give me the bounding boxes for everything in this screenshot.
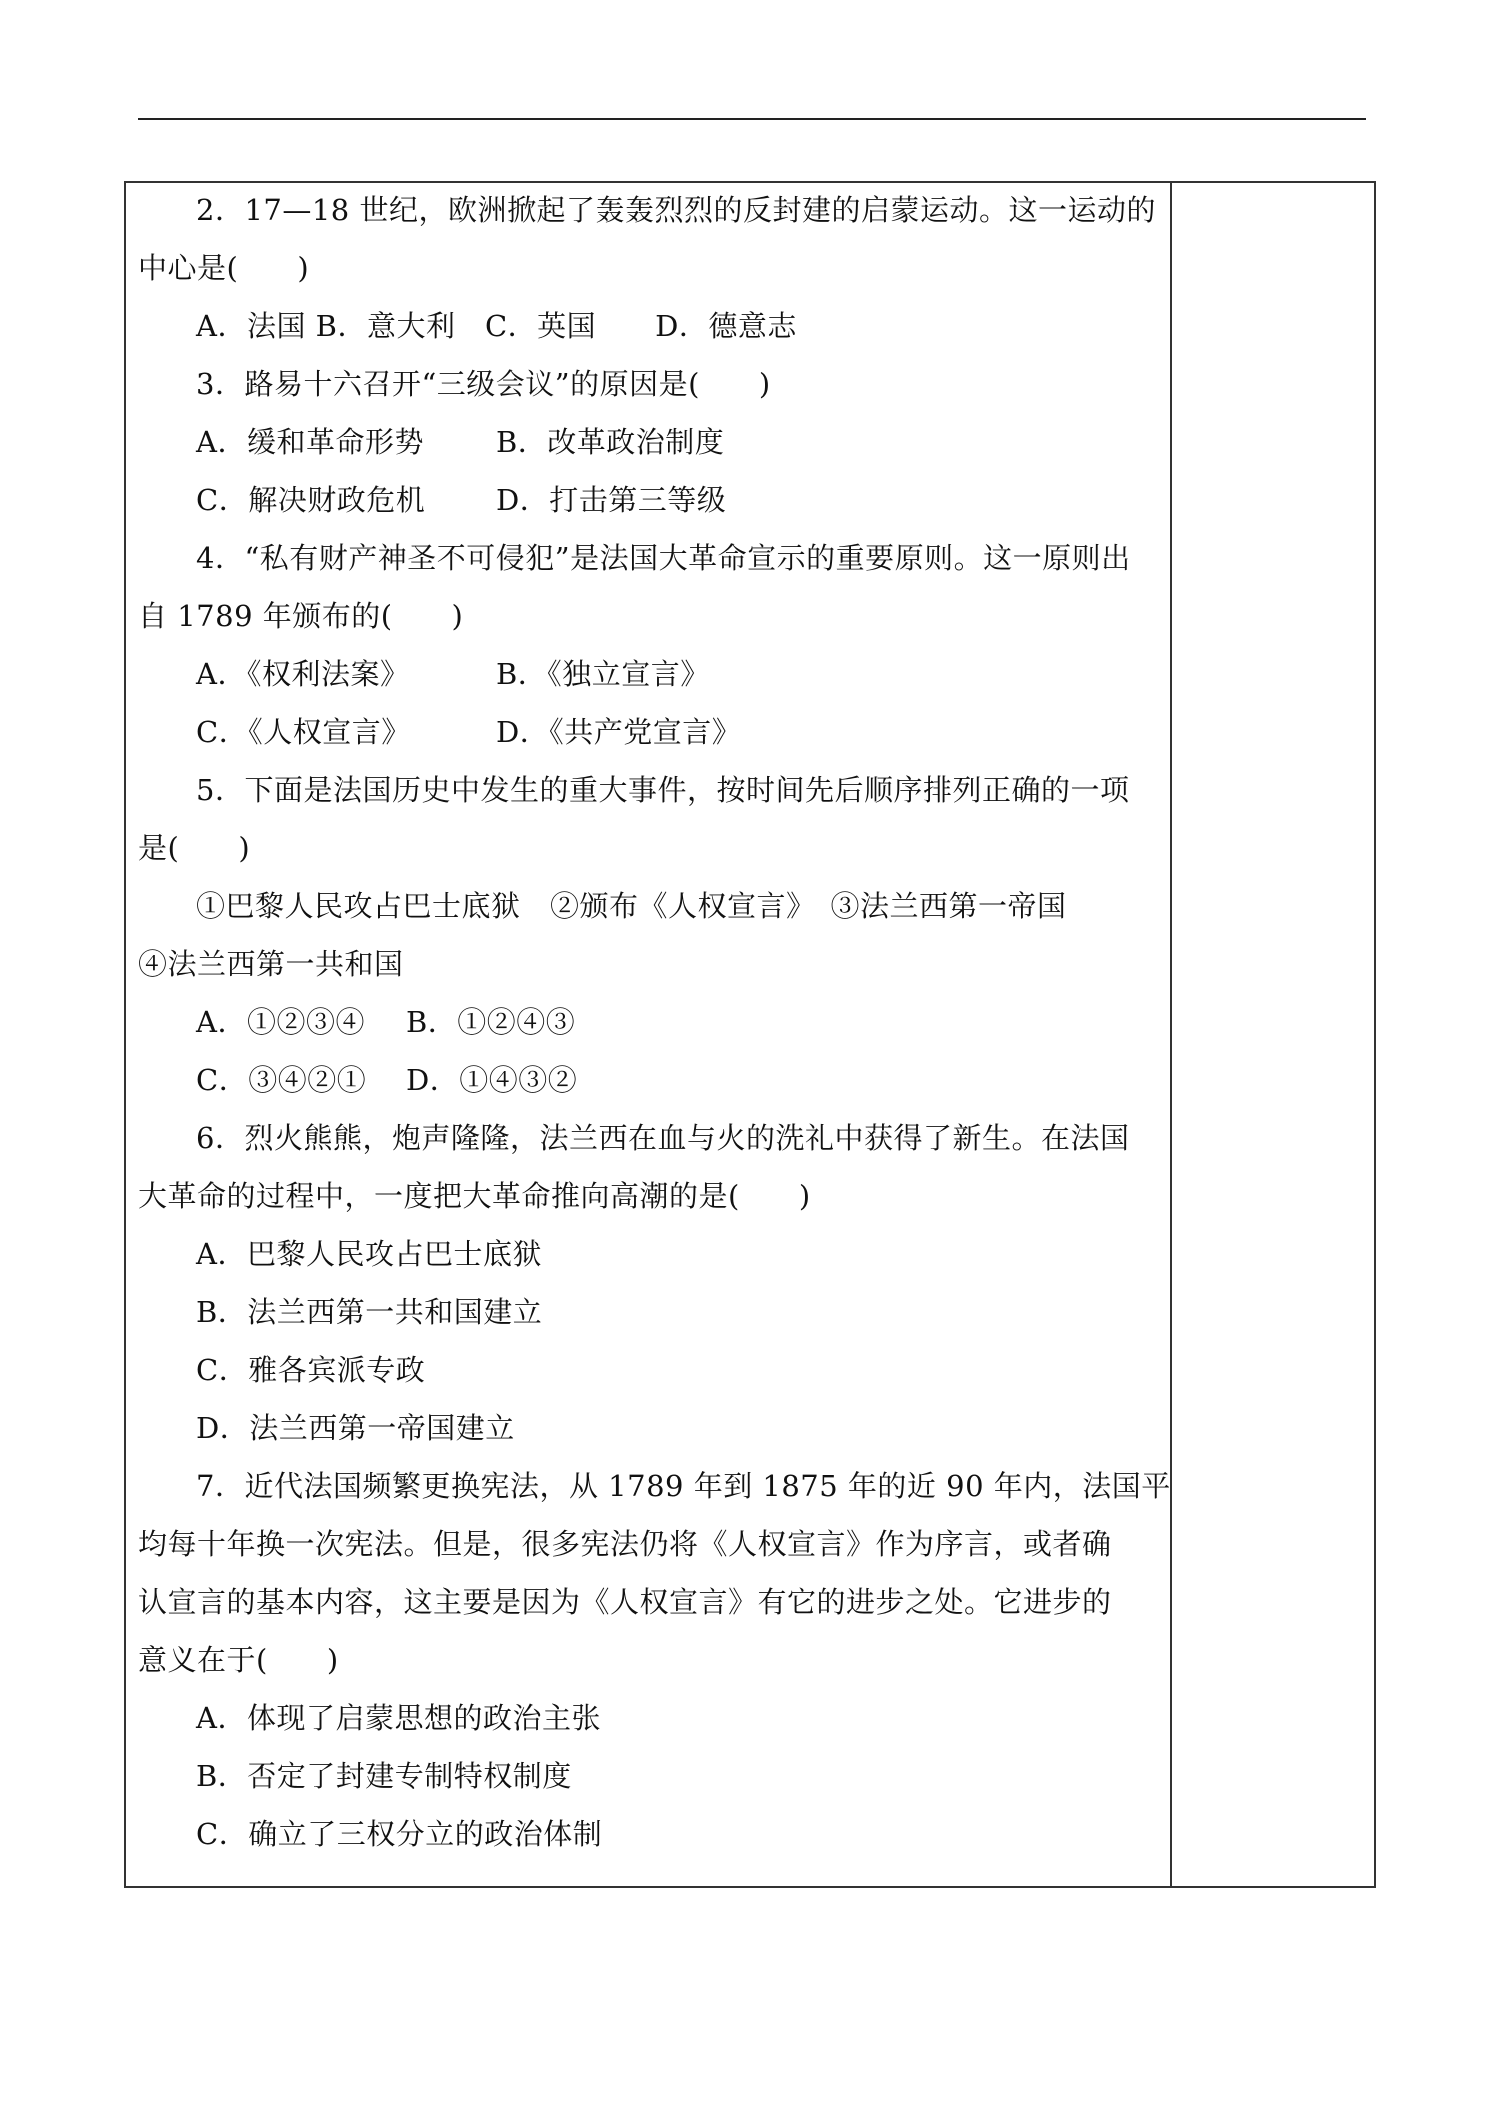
q6-stem-line1: 6．烈火熊熊，炮声隆隆，法兰西在血与火的洗礼中获得了新生。在法国 xyxy=(196,1121,1130,1155)
q5-options-row1 xyxy=(138,993,1160,1051)
q4-stem-line2: 自 1789 年颁布的( ) xyxy=(138,599,464,633)
q7-stem-line3: 认宣言的基本内容，这主要是因为《人权宣言》有它的进步之处。它进步的 xyxy=(138,1585,1112,1619)
q4-stem-line1: 4．“私有财产神圣不可侵犯”是法国大革命宣示的重要原则。这一原则出 xyxy=(196,541,1131,575)
q6-option-d: D．法兰西第一帝国建立 xyxy=(196,1411,515,1445)
q5-option-d: D．①④③② xyxy=(406,1063,578,1097)
q7-stem-line4: 意义在于( ) xyxy=(138,1643,339,1677)
q7-stem-line2: 均每十年换一次宪法。但是，很多宪法仍将《人权宣言》作为序言，或者确 xyxy=(138,1527,1112,1561)
q7-stem-line1: 7．近代法国频繁更换宪法，从 1789 年到 1875 年的近 90 年内，法国平 xyxy=(196,1469,1171,1503)
q5-events-line2: ④法兰西第一共和国 xyxy=(138,947,404,981)
q3-options-row1 xyxy=(138,413,1160,471)
q4-option-a: A．《权利法案》 xyxy=(196,657,410,691)
q7-option-a: A．体现了启蒙思想的政治主张 xyxy=(196,1701,601,1735)
table-column-divider xyxy=(1170,181,1172,1888)
q3-option-b: B．改革政治制度 xyxy=(496,425,725,459)
q4-option-c: C．《人权宣言》 xyxy=(196,715,411,749)
q6-stem-line2: 大革命的过程中，一度把大革命推向高潮的是( ) xyxy=(138,1179,811,1213)
q2-stem-line2: 中心是( ) xyxy=(138,251,310,285)
q6-option-c: C．雅各宾派专政 xyxy=(196,1353,426,1387)
q5-option-b: B．①②④③ xyxy=(406,1005,576,1039)
q5-stem-line2: 是( ) xyxy=(138,831,251,865)
q5-stem-line1: 5．下面是法国历史中发生的重大事件，按时间先后顺序排列正确的一项 xyxy=(196,773,1130,807)
q4-option-b: B．《独立宣言》 xyxy=(496,657,710,691)
header-rule xyxy=(138,118,1366,120)
q5-events-line1: ①巴黎人民攻占巴士底狱 ②颁布《人权宣言》 ③法兰西第一帝国 xyxy=(196,889,1067,923)
q3-stem: 3．路易十六召开“三级会议”的原因是( ) xyxy=(196,367,771,401)
q7-option-c: C．确立了三权分立的政治体制 xyxy=(196,1817,603,1851)
q5-option-a: A．①②③④ xyxy=(196,1005,365,1039)
q7-option-b: B．否定了封建专制特权制度 xyxy=(196,1759,572,1793)
q3-options-row2 xyxy=(138,471,1160,529)
q2-options: A．法国 B．意大利 C．英国 D．德意志 xyxy=(196,309,797,343)
q4-options-row2 xyxy=(138,703,1160,761)
q3-option-d: D．打击第三等级 xyxy=(496,483,727,517)
q3-option-c: C．解决财政危机 xyxy=(196,483,426,517)
q4-option-d: D．《共产党宣言》 xyxy=(496,715,742,749)
q6-option-a: A．巴黎人民攻占巴士底狱 xyxy=(196,1237,542,1271)
q5-options-row2 xyxy=(138,1051,1160,1109)
q6-option-b: B．法兰西第一共和国建立 xyxy=(196,1295,543,1329)
q5-option-c: C．③④②① xyxy=(196,1063,367,1097)
q4-options-row1 xyxy=(138,645,1160,703)
q2-stem-line1: 2．17—18 世纪，欧洲掀起了轰轰烈烈的反封建的启蒙运动。这一运动的 xyxy=(196,193,1156,227)
q3-option-a: A．缓和革命形势 xyxy=(196,425,424,459)
